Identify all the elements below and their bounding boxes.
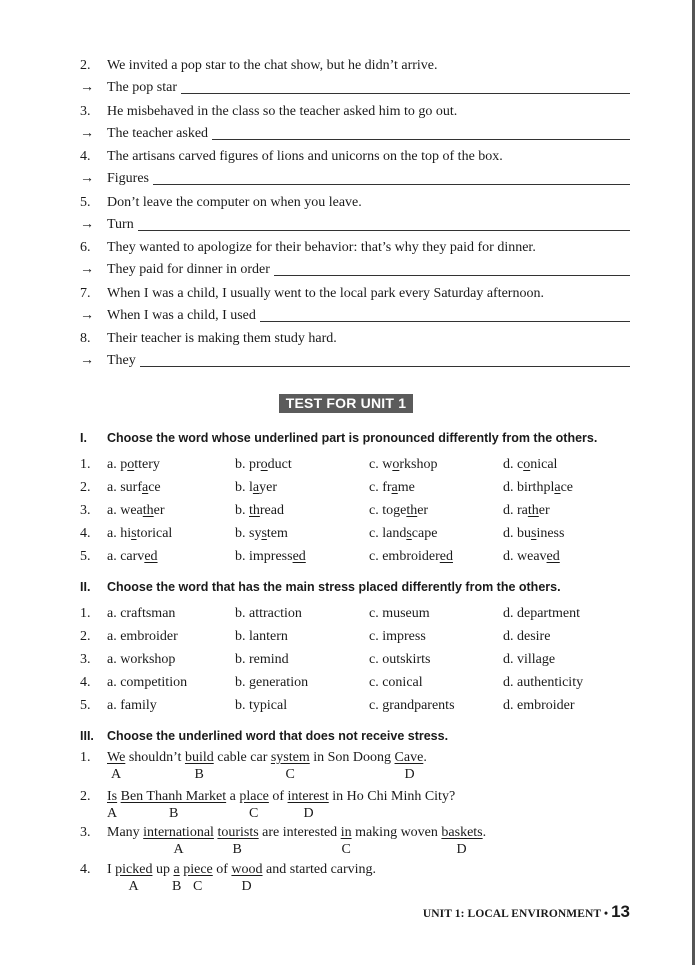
answer-letter-d: D bbox=[241, 879, 252, 894]
test-title: TEST FOR UNIT 1 bbox=[279, 394, 413, 413]
arrow-icon: → bbox=[80, 353, 94, 368]
underlined-part: a bbox=[554, 480, 561, 495]
underlined-word: wood bbox=[231, 862, 263, 877]
underlined-word: picked bbox=[115, 862, 153, 877]
underlined-part: th bbox=[249, 503, 260, 518]
option-a: a. surface bbox=[107, 480, 161, 495]
option-d: d. department bbox=[503, 606, 580, 621]
page-footer bbox=[423, 902, 630, 922]
item-number: 4. bbox=[80, 675, 91, 690]
option-a: a. weather bbox=[107, 503, 165, 518]
answer-prompt: They bbox=[107, 353, 136, 368]
underlined-part: o bbox=[392, 457, 400, 472]
item-number: 3. bbox=[80, 503, 91, 518]
section-2-roman: II. bbox=[80, 580, 91, 594]
item-number: 1. bbox=[80, 457, 91, 472]
sentence-text: The artisans carved figures of lions and unicorns on the top of the box. bbox=[107, 149, 503, 164]
underlined-part: ed bbox=[144, 549, 158, 564]
item-number: 7. bbox=[80, 286, 91, 301]
option-d: d. desire bbox=[503, 629, 551, 644]
answer-letter-d: D bbox=[404, 767, 415, 782]
answer-letter-a: A bbox=[111, 767, 122, 782]
option-d: d. embroider bbox=[503, 698, 575, 713]
answer-prompt: The pop star bbox=[107, 80, 177, 95]
option-c: c. together bbox=[369, 503, 429, 518]
item-number: 8. bbox=[80, 331, 91, 346]
underlined-part: a bbox=[391, 480, 398, 495]
option-c: c. embroidered bbox=[369, 549, 453, 564]
underlined-word: Cave bbox=[394, 750, 424, 765]
underlined-word: Is bbox=[107, 789, 118, 804]
underlined-part: o bbox=[127, 457, 135, 472]
option-b: b. generation bbox=[235, 675, 309, 690]
underlined-word: We bbox=[107, 750, 126, 765]
option-b: b. typical bbox=[235, 698, 288, 713]
answer-letter-a: A bbox=[107, 806, 118, 821]
answer-letter-a: A bbox=[128, 879, 139, 894]
option-d: d. weaved bbox=[503, 549, 560, 564]
sentence-text: He misbehaved in the class so the teacher asked him to go out. bbox=[107, 104, 458, 119]
arrow-icon: → bbox=[80, 171, 94, 186]
answer-prompt: When I was a child, I used bbox=[107, 308, 256, 323]
underlined-word: tourists bbox=[217, 825, 259, 840]
answer-line bbox=[212, 139, 630, 140]
item-number: 5. bbox=[80, 549, 91, 564]
option-b: b. thread bbox=[235, 503, 284, 518]
item-number: 2. bbox=[80, 629, 91, 644]
footer-unit-title: UNIT 1: LOCAL ENVIRONMENT • bbox=[422, 908, 612, 920]
answer-letter-c: C bbox=[285, 767, 295, 782]
underlined-part: s bbox=[261, 526, 267, 541]
test-banner bbox=[0, 394, 692, 413]
underlined-part: th bbox=[142, 503, 154, 518]
arrow-icon: → bbox=[80, 217, 94, 232]
option-d: d. conical bbox=[503, 457, 558, 472]
section-1-title: Choose the word whose underlined part is pronounced differently from the others. bbox=[107, 431, 598, 445]
sentence-text: Many international tourists are interested in making woven baskets. bbox=[107, 825, 487, 840]
sentence-text: Their teacher is making them study hard. bbox=[107, 331, 337, 346]
answer-letter-a: A bbox=[173, 842, 184, 857]
item-number: 4. bbox=[80, 149, 91, 164]
answer-line bbox=[153, 184, 630, 185]
sentence-text: They wanted to apologize for their behavior: that’s why they paid for dinner. bbox=[107, 240, 536, 255]
option-a: a. workshop bbox=[107, 652, 176, 667]
option-b: b. remind bbox=[235, 652, 289, 667]
underlined-part: s bbox=[406, 526, 412, 541]
section-2-title: Choose the word that has the main stress placed differently from the others. bbox=[107, 580, 561, 594]
underlined-part: th bbox=[406, 503, 418, 518]
option-d: d. birthplace bbox=[503, 480, 573, 495]
underlined-part: s bbox=[531, 526, 537, 541]
option-a: a. pottery bbox=[107, 457, 160, 472]
section-3-roman: III. bbox=[80, 729, 94, 743]
underlined-part: th bbox=[527, 503, 539, 518]
option-b: b. layer bbox=[235, 480, 277, 495]
option-d: d. business bbox=[503, 526, 565, 541]
item-number: 2. bbox=[80, 480, 91, 495]
option-b: b. lantern bbox=[235, 629, 288, 644]
option-a: a. craftsman bbox=[107, 606, 176, 621]
option-c: c. outskirts bbox=[369, 652, 431, 667]
underlined-word: interest bbox=[287, 789, 329, 804]
underlined-word: a bbox=[173, 862, 180, 877]
answer-line bbox=[274, 275, 630, 276]
answer-letter-b: B bbox=[194, 767, 204, 782]
item-number: 4. bbox=[80, 526, 91, 541]
underlined-word: international bbox=[143, 825, 214, 840]
answer-prompt: The teacher asked bbox=[107, 126, 209, 141]
item-number: 2. bbox=[80, 789, 91, 804]
section-3-title: Choose the underlined word that does not receive stress. bbox=[107, 729, 449, 743]
arrow-icon: → bbox=[80, 126, 94, 141]
item-number: 5. bbox=[80, 698, 91, 713]
arrow-icon: → bbox=[80, 308, 94, 323]
answer-letter-b: B bbox=[172, 879, 182, 894]
option-c: c. museum bbox=[369, 606, 430, 621]
underlined-part: s bbox=[131, 526, 137, 541]
page-number: 13 bbox=[611, 902, 630, 921]
option-a: a. family bbox=[107, 698, 157, 713]
option-d: d. authenticity bbox=[503, 675, 584, 690]
arrow-icon: → bbox=[80, 80, 94, 95]
answer-line bbox=[138, 230, 630, 231]
underlined-part: ed bbox=[292, 549, 306, 564]
answer-prompt: They paid for dinner in order bbox=[107, 262, 270, 277]
underlined-part: o bbox=[260, 457, 268, 472]
underlined-word: system bbox=[270, 750, 310, 765]
option-a: a. historical bbox=[107, 526, 173, 541]
underlined-part: a bbox=[142, 480, 149, 495]
sentence-text: Is Ben Thanh Market a place of interest in Ho Chi Minh City? bbox=[107, 789, 456, 804]
option-b: b. attraction bbox=[235, 606, 302, 621]
option-b: b. system bbox=[235, 526, 288, 541]
option-c: c. workshop bbox=[369, 457, 438, 472]
option-b: b. impressed bbox=[235, 549, 306, 564]
item-number: 3. bbox=[80, 825, 91, 840]
underlined-word: in bbox=[340, 825, 352, 840]
underlined-word: piece bbox=[183, 862, 213, 877]
underlined-part: ed bbox=[546, 549, 560, 564]
option-d: d. village bbox=[503, 652, 556, 667]
underlined-word: baskets bbox=[441, 825, 483, 840]
sentence-text: We shouldn’t build cable car system in Son Doong Cave. bbox=[107, 750, 427, 765]
answer-line bbox=[181, 93, 630, 94]
option-c: c. frame bbox=[369, 480, 415, 495]
item-number: 2. bbox=[80, 58, 91, 73]
item-number: 3. bbox=[80, 104, 91, 119]
answer-letter-d: D bbox=[303, 806, 314, 821]
item-number: 1. bbox=[80, 750, 91, 765]
option-a: a. carved bbox=[107, 549, 158, 564]
item-number: 3. bbox=[80, 652, 91, 667]
option-c: c. landscape bbox=[369, 526, 438, 541]
item-number: 1. bbox=[80, 606, 91, 621]
sentence-text: We invited a pop star to the chat show, but he didn’t arrive. bbox=[107, 58, 438, 73]
item-number: 6. bbox=[80, 240, 91, 255]
answer-letter-c: C bbox=[249, 806, 259, 821]
section-1-roman: I. bbox=[80, 431, 87, 445]
answer-prompt: Figures bbox=[107, 171, 149, 186]
item-number: 4. bbox=[80, 862, 91, 877]
answer-line bbox=[140, 366, 630, 367]
item-number: 5. bbox=[80, 195, 91, 210]
sentence-text: I picked up a piece of wood and started carving. bbox=[107, 862, 377, 877]
arrow-icon: → bbox=[80, 262, 94, 277]
underlined-word: Ben Thanh Market bbox=[120, 789, 227, 804]
underlined-part: ed bbox=[439, 549, 453, 564]
option-a: a. embroider bbox=[107, 629, 178, 644]
answer-letter-c: C bbox=[341, 842, 351, 857]
underlined-word: build bbox=[184, 750, 214, 765]
answer-prompt: Turn bbox=[107, 217, 134, 232]
answer-letter-d: D bbox=[456, 842, 467, 857]
sentence-text: When I was a child, I usually went to the local park every Saturday afternoon. bbox=[107, 286, 544, 301]
option-d: d. rather bbox=[503, 503, 550, 518]
option-a: a. competition bbox=[107, 675, 188, 690]
underlined-part: o bbox=[523, 457, 531, 472]
underlined-word: place bbox=[239, 789, 269, 804]
answer-letter-c: C bbox=[193, 879, 203, 894]
answer-letter-b: B bbox=[232, 842, 242, 857]
option-c: c. impress bbox=[369, 629, 426, 644]
option-c: c. grandparents bbox=[369, 698, 455, 713]
underlined-part: a bbox=[252, 480, 260, 495]
answer-letter-b: B bbox=[169, 806, 179, 821]
answer-line bbox=[260, 321, 630, 322]
option-b: b. product bbox=[235, 457, 292, 472]
option-c: c. conical bbox=[369, 675, 423, 690]
sentence-text: Don’t leave the computer on when you leave. bbox=[107, 195, 362, 210]
